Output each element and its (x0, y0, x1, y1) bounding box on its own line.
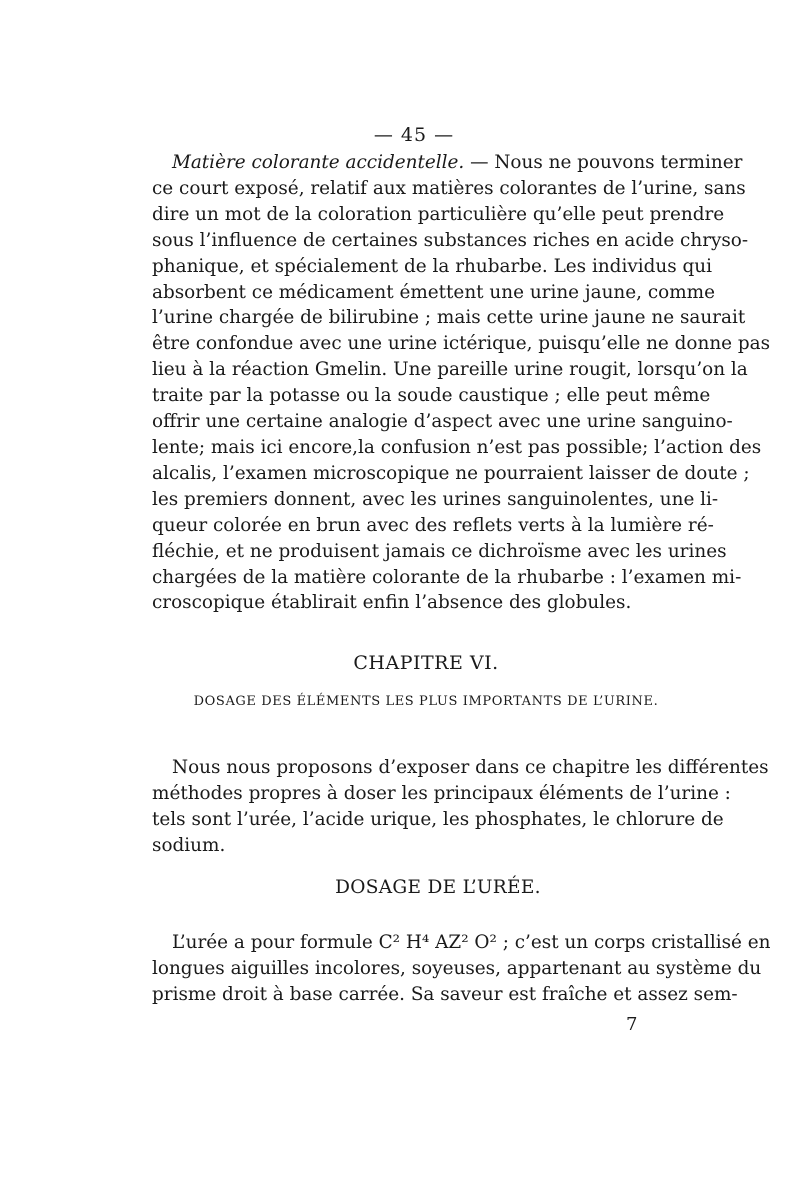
page-number: — 45 — (373, 124, 455, 146)
text-line: prisme droit à base carrée. Sa saveur est fraîche et assez sem- (152, 983, 738, 1005)
section-title: DOSAGE DE L’URÉE. (335, 877, 541, 898)
text-line: ce court exposé, relatif aux matières colorantes de l’urine, sans (152, 177, 746, 199)
text-line: longues aiguilles incolores, soyeuses, appartenant au système du (152, 957, 762, 979)
text-line: phanique, et spécialement de la rhubarbe. Les individus qui (152, 255, 713, 277)
text-line: lente; mais ici encore,la confusion n’est pas possible; l’action des (152, 436, 762, 458)
text-line: queur colorée en brun avec des reflets verts à la lumière ré- (152, 514, 714, 536)
paragraph-matiere-colorante (152, 150, 771, 616)
text-line: dire un mot de la coloration particulière qu’elle peut prendre (152, 203, 725, 225)
paragraph-uree (152, 930, 771, 1008)
text-line: chargées de la matière colorante de la rhubarbe : l’examen mi- (152, 566, 742, 588)
text-line: alcalis, l’examen microscopique ne pourraient laisser de doute ; (152, 462, 750, 484)
text-line: Nous nous proposons d’exposer dans ce chapitre les différentes (172, 757, 769, 778)
text-line: offrir une certaine analogie d’aspect avec une urine sanguino- (152, 411, 733, 433)
text-line (152, 150, 743, 176)
run-in-heading: Matière colorante accidentelle. (172, 152, 465, 173)
text-line: méthodes propres à doser les principaux éléments de l’urine : (152, 782, 731, 804)
chapter-title: CHAPITRE VI. (353, 652, 499, 674)
text-line: absorbent ce médicament émettent une urine jaune, comme (152, 281, 715, 303)
text-line: les premiers donnent, avec les urines sanguinolentes, une li- (152, 488, 719, 510)
text-line: être confondue avec une urine ictérique, puisqu’elle ne donne pas (152, 333, 771, 355)
text-line: L’urée a pour formule C² H⁴ AZ² O² ; c’est un corps cristallisé en (172, 932, 771, 953)
text-line: l’urine chargée de bilirubine ; mais cette urine jaune ne saurait (152, 307, 746, 329)
text-line: tels sont l’urée, l’acide urique, les phosphates, le chlorure de (152, 808, 724, 830)
chapter-subtitle: DOSAGE DES ÉLÉMENTS LES PLUS IMPORTANTS DE L’URINE. (193, 694, 659, 709)
text-line: traite par la potasse ou la soude caustique ; elle peut même (152, 385, 711, 407)
text-line: croscopique établirait enfin l’absence des globules. (152, 592, 632, 614)
signature-mark: 7 (626, 1014, 638, 1035)
text-line: sodium. (152, 834, 226, 856)
paragraph-chapter-intro (152, 755, 769, 859)
text-line-content: — Nous ne pouvons terminer (464, 152, 743, 173)
text-line: fléchie, et ne produisent jamais ce dichroïsme avec les urines (152, 540, 727, 562)
text-line: lieu à la réaction Gmelin. Une pareille urine rougit, lorsqu’on la (152, 359, 748, 381)
text-line: sous l’influence de certaines substances riches en acide chryso- (152, 229, 749, 251)
